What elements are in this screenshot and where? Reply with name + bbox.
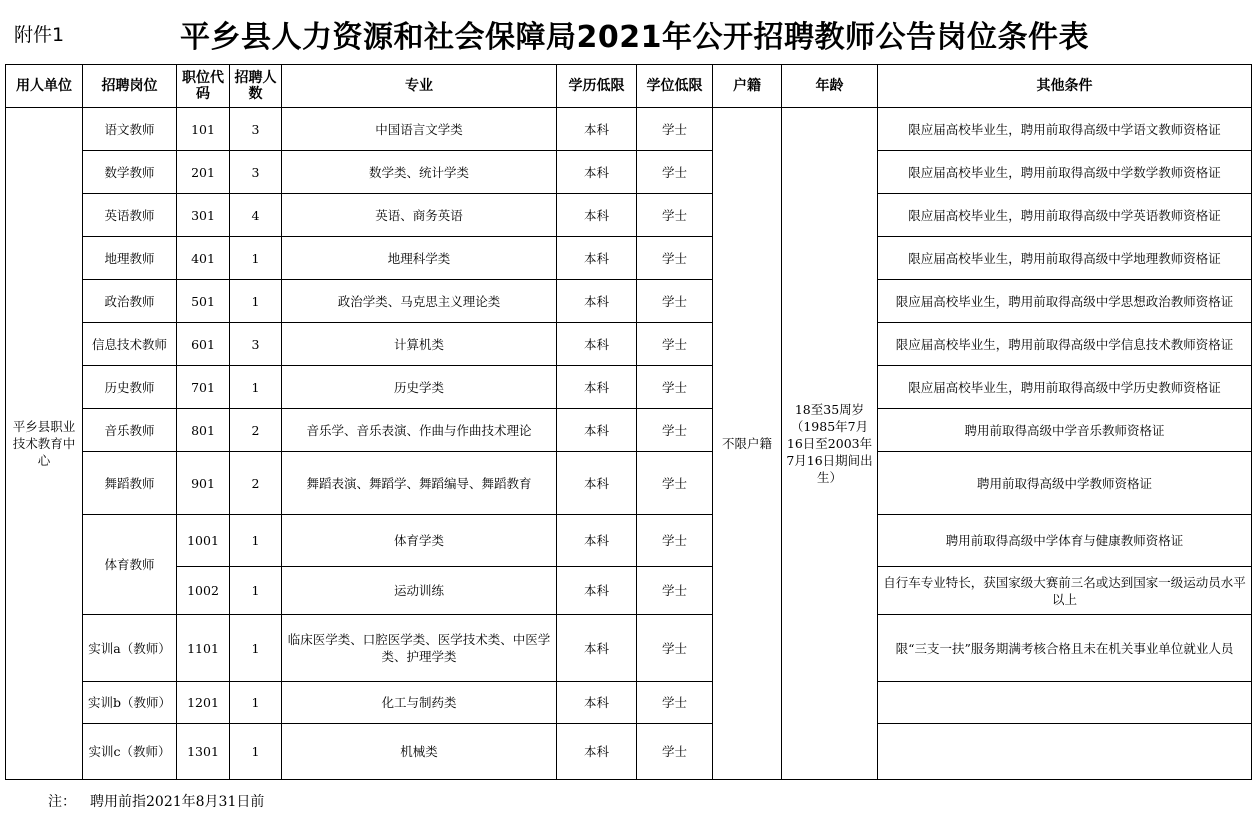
major-cell: 历史学类 bbox=[282, 366, 557, 409]
post-cell: 历史教师 bbox=[83, 366, 177, 409]
post-cell: 英语教师 bbox=[83, 194, 177, 237]
count-cell: 1 bbox=[230, 567, 282, 615]
count-cell: 1 bbox=[230, 366, 282, 409]
education-cell: 本科 bbox=[557, 615, 637, 682]
degree-cell: 学士 bbox=[637, 194, 713, 237]
major-cell: 临床医学类、口腔医学类、医学技术类、中医学类、护理学类 bbox=[282, 615, 557, 682]
degree-cell: 学士 bbox=[637, 108, 713, 151]
post-cell: 政治教师 bbox=[83, 280, 177, 323]
code-cell: 801 bbox=[177, 409, 230, 452]
header-major: 专业 bbox=[282, 65, 557, 108]
post-cell: 实训a（教师） bbox=[83, 615, 177, 682]
header-education: 学历低限 bbox=[557, 65, 637, 108]
major-cell: 中国语言文学类 bbox=[282, 108, 557, 151]
count-cell: 3 bbox=[230, 323, 282, 366]
header-post: 招聘岗位 bbox=[83, 65, 177, 108]
other-cell: 聘用前取得高级中学体育与健康教师资格证 bbox=[878, 515, 1252, 567]
education-cell: 本科 bbox=[557, 409, 637, 452]
major-cell: 舞蹈表演、舞蹈学、舞蹈编导、舞蹈教育 bbox=[282, 452, 557, 515]
degree-cell: 学士 bbox=[637, 151, 713, 194]
attachment-label: 附件1 bbox=[14, 24, 65, 46]
other-cell: 聘用前取得高级中学教师资格证 bbox=[878, 452, 1252, 515]
code-cell: 1001 bbox=[177, 515, 230, 567]
count-cell: 3 bbox=[230, 108, 282, 151]
education-cell: 本科 bbox=[557, 366, 637, 409]
header-unit: 用人单位 bbox=[6, 65, 83, 108]
education-cell: 本科 bbox=[557, 108, 637, 151]
degree-cell: 学士 bbox=[637, 409, 713, 452]
major-cell: 地理科学类 bbox=[282, 237, 557, 280]
other-cell bbox=[878, 724, 1252, 780]
code-cell: 301 bbox=[177, 194, 230, 237]
degree-cell: 学士 bbox=[637, 567, 713, 615]
degree-cell: 学士 bbox=[637, 366, 713, 409]
post-cell: 体育教师 bbox=[83, 515, 177, 615]
code-cell: 101 bbox=[177, 108, 230, 151]
other-cell: 限应届高校毕业生，聘用前取得高级中学信息技术教师资格证 bbox=[878, 323, 1252, 366]
education-cell: 本科 bbox=[557, 682, 637, 724]
major-cell: 运动训练 bbox=[282, 567, 557, 615]
table-row bbox=[6, 323, 1252, 366]
other-cell: 限应届高校毕业生，聘用前取得高级中学思想政治教师资格证 bbox=[878, 280, 1252, 323]
other-cell: 限应届高校毕业生，聘用前取得高级中学地理教师资格证 bbox=[878, 237, 1252, 280]
post-cell: 音乐教师 bbox=[83, 409, 177, 452]
other-cell: 自行车专业特长，获国家级大赛前三名或达到国家一级运动员水平以上 bbox=[878, 567, 1252, 615]
post-cell: 实训c（教师） bbox=[83, 724, 177, 780]
header-code: 职位代码 bbox=[177, 65, 230, 108]
header-other: 其他条件 bbox=[878, 65, 1252, 108]
header-count: 招聘人数 bbox=[230, 65, 282, 108]
major-cell: 政治学类、马克思主义理论类 bbox=[282, 280, 557, 323]
degree-cell: 学士 bbox=[637, 515, 713, 567]
education-cell: 本科 bbox=[557, 280, 637, 323]
degree-cell: 学士 bbox=[637, 323, 713, 366]
other-cell: 限应届高校毕业生，聘用前取得高级中学数学教师资格证 bbox=[878, 151, 1252, 194]
count-cell: 3 bbox=[230, 151, 282, 194]
table-row bbox=[6, 151, 1252, 194]
table-row bbox=[6, 515, 1252, 567]
post-cell: 信息技术教师 bbox=[83, 323, 177, 366]
other-cell: 限应届高校毕业生，聘用前取得高级中学语文教师资格证 bbox=[878, 108, 1252, 151]
code-cell: 501 bbox=[177, 280, 230, 323]
header-hukou: 户籍 bbox=[713, 65, 782, 108]
count-cell: 4 bbox=[230, 194, 282, 237]
code-cell: 1301 bbox=[177, 724, 230, 780]
education-cell: 本科 bbox=[557, 151, 637, 194]
count-cell: 1 bbox=[230, 682, 282, 724]
footnote-text: 聘用前指2021年8月31日前 bbox=[90, 794, 265, 810]
header-degree: 学位低限 bbox=[637, 65, 713, 108]
table-row bbox=[6, 452, 1252, 515]
table-row bbox=[6, 409, 1252, 452]
table-header-row bbox=[6, 65, 1252, 108]
major-cell: 体育学类 bbox=[282, 515, 557, 567]
table-row bbox=[6, 237, 1252, 280]
degree-cell: 学士 bbox=[637, 615, 713, 682]
table-row bbox=[6, 615, 1252, 682]
other-cell: 限“三支一扶”服务期满考核合格且未在机关事业单位就业人员 bbox=[878, 615, 1252, 682]
education-cell: 本科 bbox=[557, 194, 637, 237]
degree-cell: 学士 bbox=[637, 724, 713, 780]
page-title: 平乡县人力资源和社会保障局2021年公开招聘教师公告岗位条件表 bbox=[180, 20, 1089, 55]
code-cell: 1101 bbox=[177, 615, 230, 682]
code-cell: 701 bbox=[177, 366, 230, 409]
degree-cell: 学士 bbox=[637, 280, 713, 323]
header-age: 年龄 bbox=[782, 65, 878, 108]
major-cell: 计算机类 bbox=[282, 323, 557, 366]
age-cell: 18至35周岁（1985年7月16日至2003年7月16日期间出生） bbox=[782, 108, 878, 780]
code-cell: 401 bbox=[177, 237, 230, 280]
other-cell: 限应届高校毕业生，聘用前取得高级中学历史教师资格证 bbox=[878, 366, 1252, 409]
degree-cell: 学士 bbox=[637, 237, 713, 280]
count-cell: 1 bbox=[230, 615, 282, 682]
post-cell: 语文教师 bbox=[83, 108, 177, 151]
major-cell: 英语、商务英语 bbox=[282, 194, 557, 237]
degree-cell: 学士 bbox=[637, 452, 713, 515]
table-row bbox=[6, 194, 1252, 237]
count-cell: 1 bbox=[230, 280, 282, 323]
count-cell: 1 bbox=[230, 515, 282, 567]
table-row bbox=[6, 366, 1252, 409]
code-cell: 201 bbox=[177, 151, 230, 194]
other-cell: 限应届高校毕业生，聘用前取得高级中学英语教师资格证 bbox=[878, 194, 1252, 237]
hukou-cell: 不限户籍 bbox=[713, 108, 782, 780]
major-cell: 机械类 bbox=[282, 724, 557, 780]
unit-cell: 平乡县职业技术教育中心 bbox=[6, 108, 83, 780]
other-cell: 聘用前取得高级中学音乐教师资格证 bbox=[878, 409, 1252, 452]
footnote bbox=[48, 791, 278, 811]
degree-cell: 学士 bbox=[637, 682, 713, 724]
count-cell: 2 bbox=[230, 452, 282, 515]
count-cell: 1 bbox=[230, 237, 282, 280]
count-cell: 2 bbox=[230, 409, 282, 452]
education-cell: 本科 bbox=[557, 237, 637, 280]
education-cell: 本科 bbox=[557, 452, 637, 515]
positions-table bbox=[5, 64, 1252, 780]
table-row bbox=[6, 724, 1252, 780]
code-cell: 1201 bbox=[177, 682, 230, 724]
code-cell: 1002 bbox=[177, 567, 230, 615]
code-cell: 901 bbox=[177, 452, 230, 515]
footnote-label: 注： bbox=[48, 794, 76, 810]
post-cell: 数学教师 bbox=[83, 151, 177, 194]
other-cell bbox=[878, 682, 1252, 724]
table-row bbox=[6, 108, 1252, 151]
education-cell: 本科 bbox=[557, 567, 637, 615]
major-cell: 化工与制药类 bbox=[282, 682, 557, 724]
code-cell: 601 bbox=[177, 323, 230, 366]
post-cell: 地理教师 bbox=[83, 237, 177, 280]
major-cell: 音乐学、音乐表演、作曲与作曲技术理论 bbox=[282, 409, 557, 452]
post-cell: 舞蹈教师 bbox=[83, 452, 177, 515]
count-cell: 1 bbox=[230, 724, 282, 780]
education-cell: 本科 bbox=[557, 323, 637, 366]
post-cell: 实训b（教师） bbox=[83, 682, 177, 724]
table-row bbox=[6, 280, 1252, 323]
table-row bbox=[6, 682, 1252, 724]
table-row bbox=[6, 567, 1252, 615]
education-cell: 本科 bbox=[557, 724, 637, 780]
education-cell: 本科 bbox=[557, 515, 637, 567]
major-cell: 数学类、统计学类 bbox=[282, 151, 557, 194]
